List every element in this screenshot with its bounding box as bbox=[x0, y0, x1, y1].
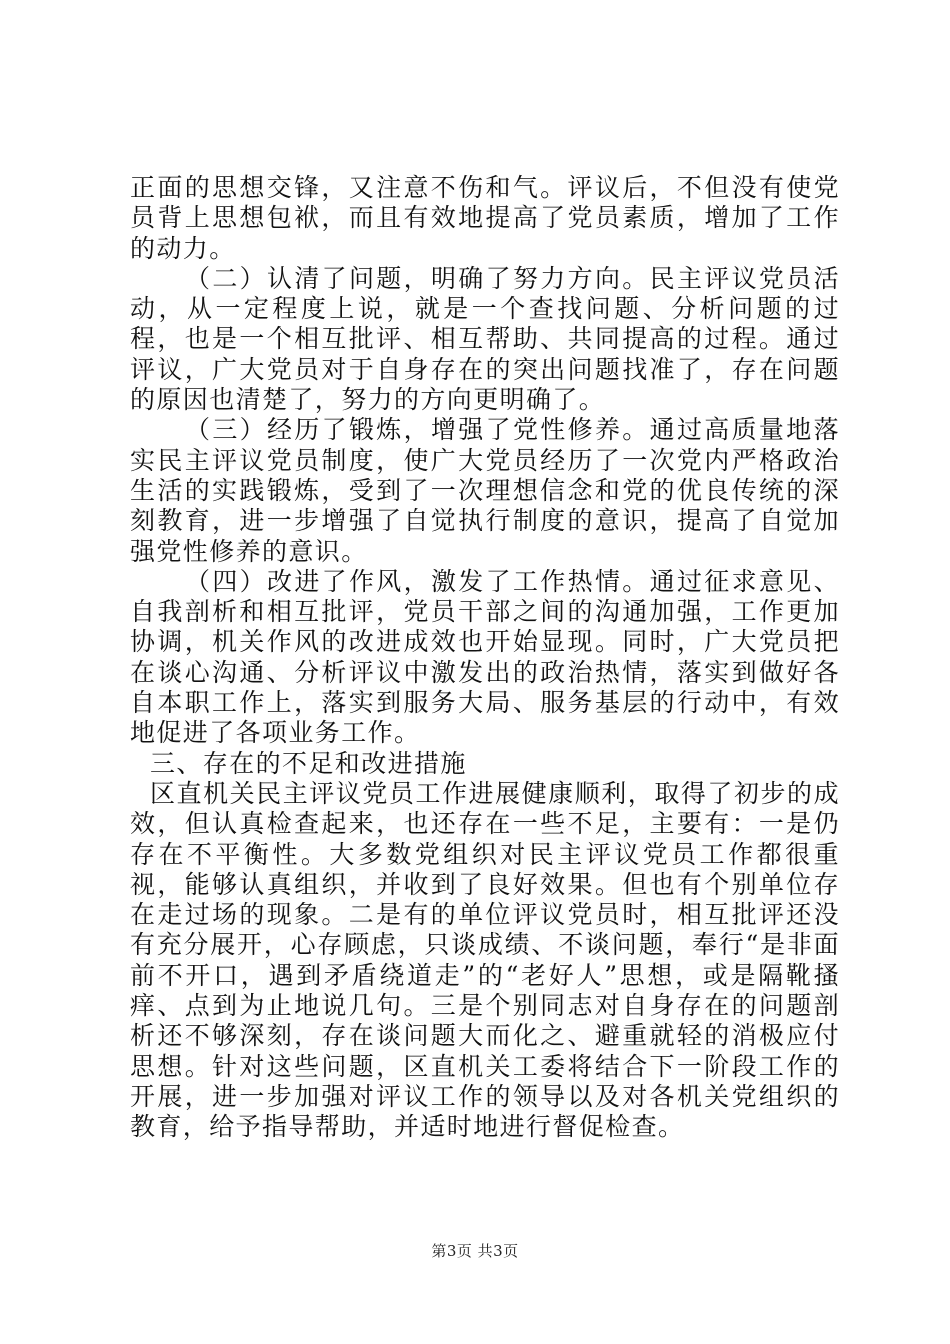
paragraph-section-3: （三）经历了锻炼，增强了党性修养。通过高质量地落实民主评议党员制度，使广大党员经历了一次党内严格政治生活的实践锻炼，受到了一次理想信念和党的优良传统的深刻教育，进一步增强了自觉执行制度的意识，提高了自觉加强党性修养的意识。 bbox=[130, 415, 840, 566]
paragraph-shortcomings: 区直机关民主评议党员工作进展健康顺利，取得了初步的成效，但认真检查起来，也还存在一些不足，主要有：一是仍存在不平衡性。大多数党组织对民主评议党员工作都很重视，能够认真组织，并收到了良好效果。但也有个别单位存在走过场的现象。二是有的单位评议党员时，相互批评还没有充分展开，心存顾虑，只谈成绩、不谈问题，奉行“是非面前不开口，遇到矛盾绕道走”的“老好人”思想，或是隔靴搔痒、点到为止地说几句。三是个别同志对自身存在的问题剖析还不够深刻，存在谈问题大而化之、避重就轻的消极应付思想。针对这些问题，区直机关工委将结合下一阶段工作的开展，进一步加强对评议工作的领导以及对各机关党组织的教育，给予指导帮助，并适时地进行督促检查。 bbox=[130, 778, 840, 1142]
document-body bbox=[130, 173, 840, 1143]
paragraph-continuation: 正面的思想交锋，又注意不伤和气。评议后，不但没有使党员背上思想包袱，而且有效地提高了党员素质，增加了工作的动力。 bbox=[130, 173, 840, 263]
section-heading-shortcomings: 三、存在的不足和改进措施 bbox=[150, 748, 467, 778]
paragraph-section-4: （四）改进了作风，激发了工作热情。通过征求意见、自我剖析和相互批评，党员干部之间的沟通加强，工作更加协调，机关作风的改进成效也开始显现。同时，广大党员把在谈心沟通、分析评议中激发出的政治热情，落实到做好各自本职工作上，落实到服务大局、服务基层的行动中，有效地促进了各项业务工作。 bbox=[130, 566, 840, 748]
paragraph-section-2: （二）认清了问题，明确了努力方向。民主评议党员活动，从一定程度上说，就是一个查找问题、分析问题的过程，也是一个相互批评、相互帮助、共同提高的过程。通过评议，广大党员对于自身存在的突出问题找准了，存在问题的原因也清楚了，努力的方向更明确了。 bbox=[130, 263, 840, 415]
page-number-footer: 第3页 共3页 bbox=[431, 1242, 519, 1260]
